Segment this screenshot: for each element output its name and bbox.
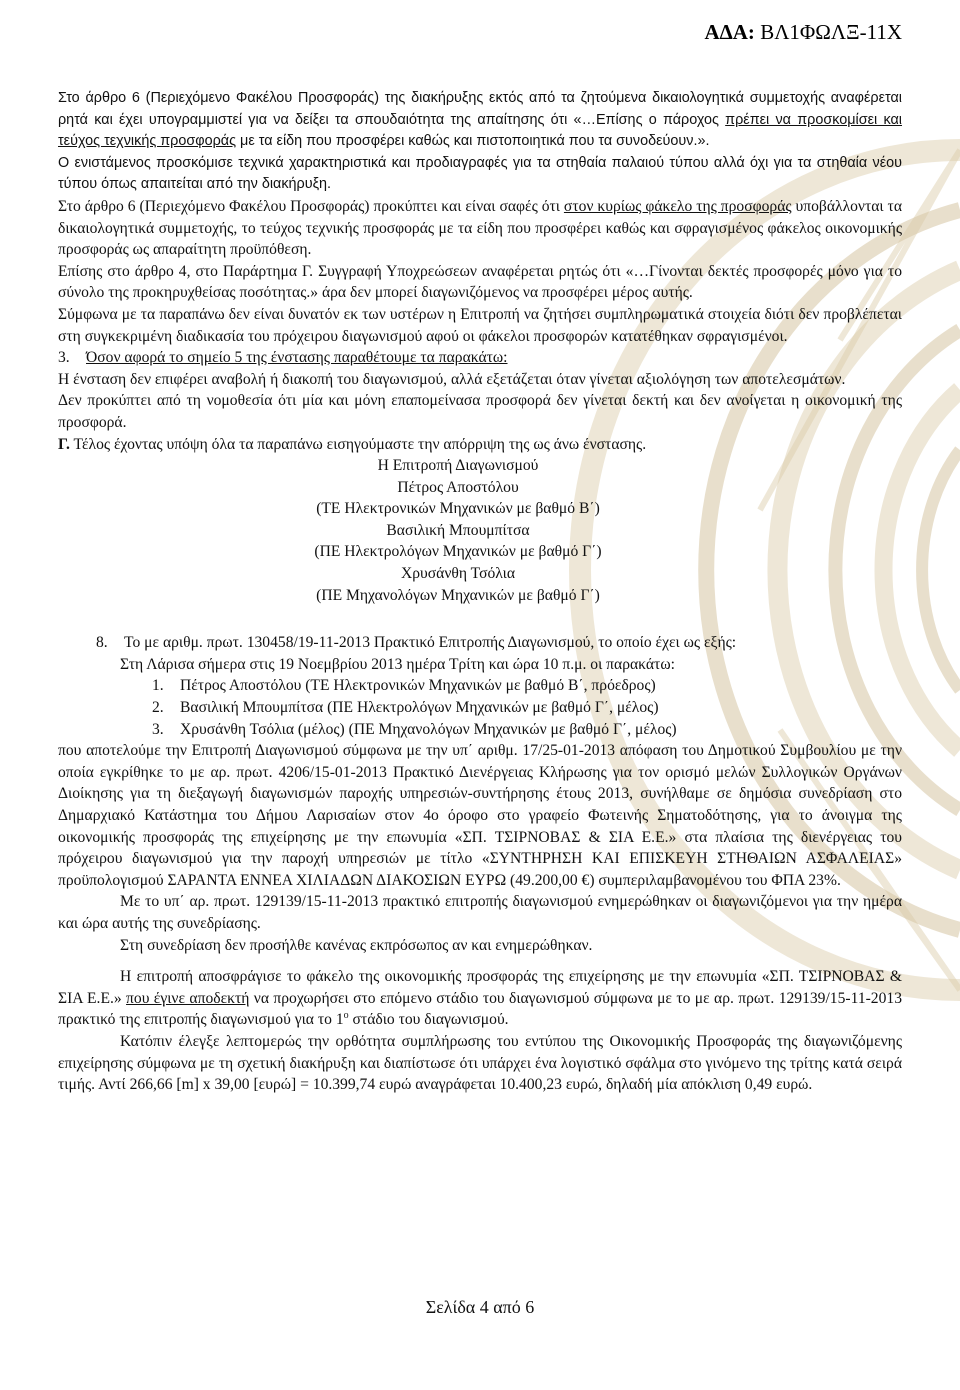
- signature-title: (ΠΕ Ηλεκτρολόγων Μηχανικών με βαθμό Γ΄): [314, 543, 602, 561]
- section-label: Γ.: [58, 435, 70, 453]
- section-8: [58, 632, 902, 1095]
- page-footer: Σελίδα 4 από 6: [425, 1297, 535, 1317]
- signature-name: Πέτρος Αποστόλου: [397, 478, 519, 496]
- text-run: Στο άρθρο 6 (Περιεχόμενο Φακέλου Προσφοράς) της διακήρυξης εκτός από τα ζητούμενα δικαιολογητικά συμμετοχής αναφέρεται ρητά και έχει υπογραμμιστεί για να δείξει τα σπουδαιότητα της απαίτησης ότι «…Επίσης ο πάροχος: [58, 90, 902, 128]
- list-number: 2.: [152, 699, 164, 717]
- section-8-notice: Με το υπ΄ αρ. πρωτ. 129139/15-11-2013 πρακτικό επιτροπής διαγωνισμού ενημερώθηκαν οι διαγωνιζόμενοι για την ημέρα και ώρα αυτής της συνεδρίασης.: [58, 893, 902, 932]
- point-number: 3.: [58, 349, 70, 367]
- list-number: 1.: [152, 677, 164, 695]
- ada-label: ΑΔΑ:: [704, 20, 755, 44]
- paragraph-point-5: [58, 347, 902, 369]
- text-run: Στο άρθρο 6 (Περιεχόμενο Φακέλου Προσφοράς) προκύπτει και είναι σαφές ότι: [58, 197, 564, 215]
- section-8-body: που αποτελούμε την Επιτροπή Διαγωνισμού σύμφωνα με την υπ΄ αριθμ. 17/25-01-2013 απόφαση του Δημοτικού Συμβουλίου με την οποία εγκρίθηκε το με αρ. πρωτ. 4206/15-01-2013 Πρακτικό Διενέργειας Κλήρωσης για τον ορισμό μελών Συλλογικών Οργάνων Διοίκησης για τη διεξαγωγή διαγωνισμών παροχής υπηρεσιών-συντήρησης έτους 2013, συνήλθαμε σε δημόσια συνεδρίαση στο Δημαρχιακό Κατάστημα του Δήμου Λαρισαίων στον 4ο όροφο στο γραφείο Φωτεινής Σηματοδότησης, για το άνοιγμα της οικονομικής προσφοράς της επιχείρησης με την επωνυμία «ΣΠ. ΤΣΙΡΝΟΒΑΣ & ΣΙΑ Ε.Ε.» στα πλαίσια της διενέργειας του πρόχειρου διαγωνισμού για την παροχή υπηρεσιών με τίτλο «ΣΥΝΤΗΡΗΣΗ ΚΑΙ ΕΠΙΣΚΕΥΗ ΣΤΗΘΑΙΩΝ ΑΣΦΑΛΕΙΑΣ» προϋπολογισμού ΣΑΡΑΝΤΑ ΕΝΝΕΑ ΧΙΛΙΑΔΩΝ ΔΙΑΚΟΣΙΩΝ ΕΥΡΩ (49.200,00 €) συμπεριλαμβανομένου του ΦΠΑ 23%.: [58, 742, 902, 889]
- member-list-item: [58, 719, 902, 741]
- text-run: Το με αριθμ. πρωτ. 130458/19-11-2013 Πρακτικό Επιτροπής Διαγωνισμού, το οποίο έχει ως εξής:: [124, 634, 737, 652]
- list-number: 3.: [152, 720, 164, 738]
- signature-block: [198, 455, 718, 606]
- ada-identifier: [704, 20, 902, 45]
- section-number: 8.: [96, 634, 108, 652]
- underlined-text: που έγινε αποδεκτή: [126, 989, 250, 1007]
- paragraph-article-6: [58, 88, 902, 153]
- text-run: να προχωρήσει στο επόμενο στάδιο του διαγωνισμού σύμφωνα με το με αρ. πρωτ. 129139/15-11-2013 πρακτικό της επιτροπής διαγωνισμού για το 1: [58, 989, 902, 1029]
- underlined-text: Όσον αφορά το σημείο 5 της ένστασης παραθέτουμε τα παρακάτω:: [86, 349, 508, 367]
- signature-committee: Η Επιτροπή Διαγωνισμού: [377, 457, 539, 475]
- text-run: με τα είδη που προσφέρει καθώς και πιστοποιητικά που τα συνοδεύουν.».: [236, 133, 710, 150]
- paragraph-conclusion: Σύμφωνα με τα παραπάνω δεν είναι δυνατόν εκ των υστέρων η Επιτροπή να ζητήσει συμπληρωματικά στοιχεία διότι δεν προβλέπεται στη συγκεκριμένη διαδικασία του πρόχειρου διαγωνισμού αφού οι φάκελοι προσφορών κατατέθηκαν σφραγισμένοι.: [58, 305, 902, 345]
- paragraph-objector: Ο ενιστάμενος προσκόμισε τεχνικά χαρακτηριστικά και προδιαγραφές για τα στηθαία παλαιού τύπου αλλά όχι για τα στηθαία νέου τύπου όπως απαιτείται από την διακήρυξη.: [58, 154, 902, 193]
- member-text: Βασιλική Μπουμπίτσα (ΠΕ Ηλεκτρολόγων Μηχανικών με βαθμό Γ΄, μέλος): [180, 699, 659, 717]
- section-8-check: Κατόπιν έλεγξε λεπτομερώς την ορθότητα συμπλήρωσης του εντύπου της Οικονομικής Προσφοράς της διαγωνιζόμενης επιχείρησης σύμφωνα με τη σχετική διακήρυξη και διαπίστωσε ότι υπάρχει ένα λογιστικό σφάλμα στο γινόμενο της τρίτης κατά σειρά τιμής. Αντί 266,66 [m] x 39,00 [ευρώ] = 10.399,74 ευρώ αναγράφεται 10.400,23 ευρώ, δηλαδή μία απόκλιση 0,49 ευρώ.: [58, 1032, 902, 1094]
- paragraph-no-suspension: Η ένσταση δεν επιφέρει αναβολή ή διακοπή του διαγωνισμού, αλλά εξετάζεται όταν γίνεται αξιολόγηση των αποτελεσμάτων.: [58, 370, 846, 388]
- section-8-no-representative: Στη συνεδρίαση δεν προσήλθε κανένας εκπρόσωπος αν και ενημερώθηκαν.: [120, 936, 593, 954]
- section-8-title: [58, 632, 902, 654]
- ada-code: ΒΛ1ΦΩΛΞ-11Χ: [760, 20, 902, 44]
- signature-name: Βασιλική Μπουμπίτσα: [386, 521, 530, 539]
- member-list-item: [58, 697, 902, 719]
- superscript: ο: [343, 1010, 349, 1022]
- underlined-text: στον κυρίως φάκελο της προσφοράς: [563, 197, 792, 215]
- signature-title: (ΤΕ Ηλεκτρονικών Μηχανικών με βαθμό Β΄): [316, 500, 600, 518]
- underlined-text: πρέπει να προσκομίσει και τεύχος τεχνικής προσφοράς: [58, 111, 903, 150]
- member-text: Πέτρος Αποστόλου (ΤΕ Ηλεκτρονικών Μηχανικών με βαθμό Β΄, πρόεδρος): [180, 677, 656, 695]
- paragraph-article-4: Επίσης στο άρθρο 4, στο Παράρτημα Γ. Συγγραφή Υποχρεώσεων αναφέρεται ρητώς ότι «…Γίνονται δεκτές προσφορές μόνο για το σύνολο της προκηρυχθείσας ποσότητας.» άρα δεν μπορεί διαγωνιζόμενος να προσφέρει μέρος αυτής.: [58, 262, 902, 302]
- signature-name: Χρυσάνθη Τσόλια: [400, 565, 516, 583]
- signature-title: (ΠΕ Μηχανολόγων Μηχανικών με βαθμό Γ΄): [316, 586, 600, 604]
- paragraph-main-envelope: [58, 196, 902, 261]
- paragraph-legislation: Δεν προκύπτει από τη νομοθεσία ότι μία και μόνη επαπομείνασα προσφορά δεν γίνεται δεκτή και δεν ανοίγεται η οικονομική της προσφορά.: [58, 392, 902, 431]
- document-body: [58, 88, 902, 1096]
- section-8-unseal: [58, 966, 902, 1031]
- text-run: στάδιο του διαγωνισμού.: [348, 1011, 509, 1029]
- text-run: υποβάλλονται τα δικαιολογητικά συμμετοχής, το τεύχος τεχνικής προσφοράς με τα είδη που προσφέρει καθώς και σφραγισμένος φάκελος οικονομικής προσφοράς ως απαραίτητη προϋπόθεση.: [58, 197, 902, 259]
- text-run: Τέλος έχοντας υπόψη όλα τα παραπάνω εισηγούμαστε την απόρριψη της ως άνω ένστασης.: [69, 435, 647, 453]
- paragraph-final: [58, 434, 902, 456]
- member-list-item: [58, 675, 902, 697]
- section-8-intro: Στη Λάρισα σήμερα στις 19 Νοεμβρίου 2013 ημέρα Τρίτη και ώρα 10 π.μ. οι παρακάτω:: [120, 655, 675, 673]
- text-run: Η επιτροπή αποσφράγισε το φάκελο της οικονομικής προσφοράς της επιχείρησης με την επωνυμία «ΣΠ. ΤΣΙΡΝΟΒΑΣ & ΣΙΑ Ε.Ε.»: [58, 968, 902, 1007]
- member-text: Χρυσάνθη Τσόλια (μέλος) (ΠΕ Μηχανολόγων Μηχανικών με βαθμό Γ΄, μέλος): [180, 720, 677, 738]
